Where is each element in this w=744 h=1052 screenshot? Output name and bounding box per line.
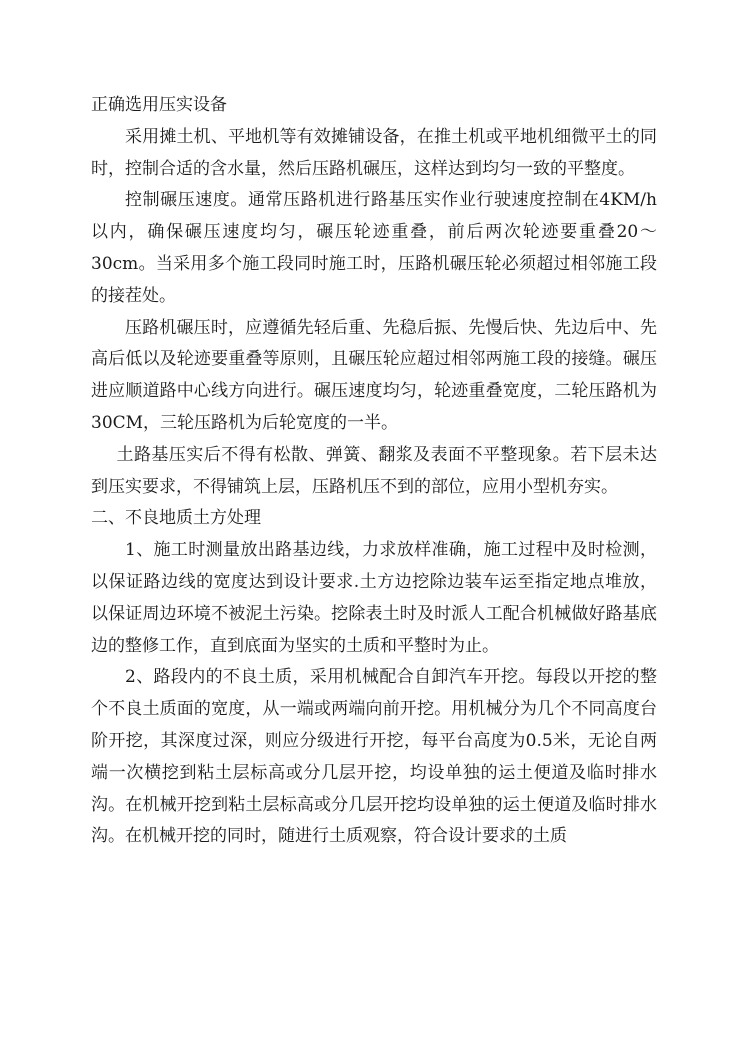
- list-item: 2、路段内的不良土质，采用机械配合自卸汽车开挖。每段以开挖的整个不良土质面的宽度，从一端或两端向前开挖。用机械分为几个不同高度台阶开挖，其深度过深，则应分级进行开挖，每平台高度为0.5米，无论自两端一次横挖到粘土层标高或分几层开挖，均设单独的运土便道及临时排水沟。在机械开挖到粘土层标高或分几层开挖均设单独的运土便道及临时排水沟。在机械开挖的同时，随进行土质观察，符合设计要求的土质: [91, 667, 657, 847]
- document-body: [91, 90, 657, 853]
- paragraph: 土路基压实后不得有松散、弹簧、翻浆及表面不平整现象。若下层未达到压实要求，不得铺筑上层，压路机压不到的部位，应用小型机夯实。: [91, 444, 657, 497]
- list-item: 1、施工时测量放出路基边线，力求放样准确，施工过程中及时检测，以保证路边线的宽度达到设计要求.土方边挖除边装车运至指定地点堆放，以保证周边环境不被泥土污染。挖除表土时及时派人工配合机械做好路基底边的整修工作，直到底面为坚实的土质和平整时为止。: [91, 540, 657, 656]
- paragraph: 压路机碾压时，应遵循先轻后重、先稳后振、先慢后快、先边后中、先高后低以及轮迹要重叠等原则，且碾压轮应超过相邻两施工段的接缝。碾压进应顺道路中心线方向进行。碾压速度均匀，轮迹重叠宽度，二轮压路机为30CM，三轮压路机为后轮宽度的一半。: [91, 317, 657, 433]
- section-heading: 二、不良地质土方处理: [91, 508, 261, 529]
- paragraph: 采用摊土机、平地机等有效摊铺设备，在推土机或平地机细微平土的同时，控制合适的含水量，然后压路机碾压，这样达到均匀一致的平整度。: [91, 126, 657, 179]
- paragraph: 控制碾压速度。通常压路机进行路基压实作业行驶速度控制在4KM/h以内，确保碾压速度均匀，碾压轮迹重叠，前后两次轮迹要重叠20～30cm。当采用多个施工段同时施工时，压路机碾压轮必须超过相邻施工段的接茬处。: [91, 190, 657, 306]
- section-title: 正确选用压实设备: [91, 95, 227, 115]
